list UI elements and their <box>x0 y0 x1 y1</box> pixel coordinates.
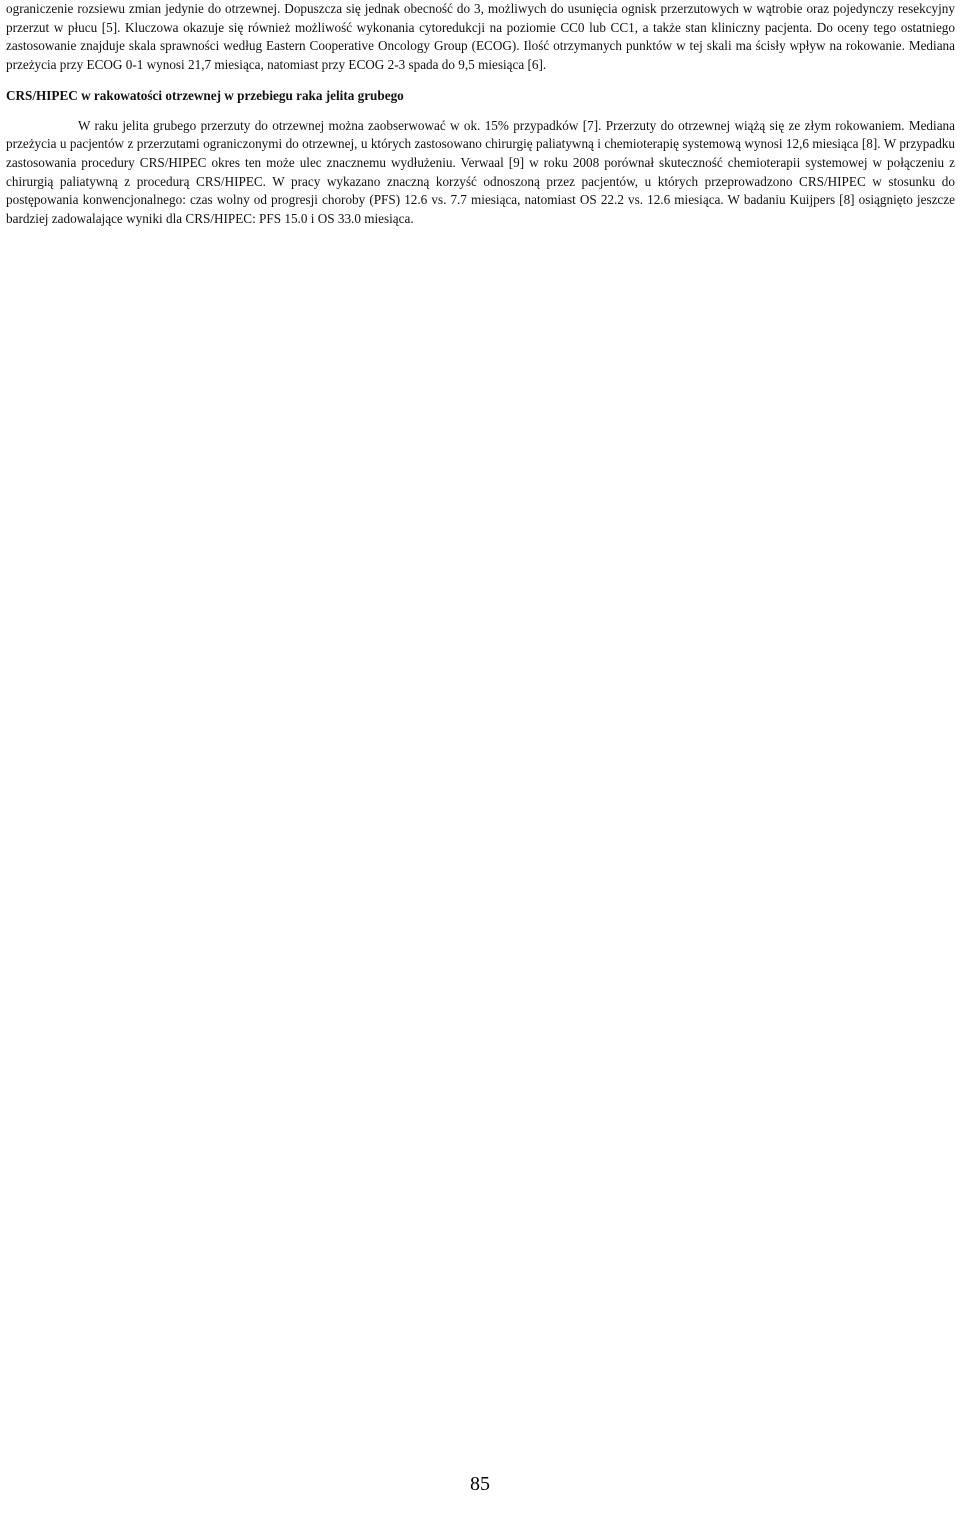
section-heading-colorectal: CRS/HIPEC w rakowatości otrzewnej w przebiegu raka jelita grubego <box>6 87 404 103</box>
colorectal-paragraph: W raku jelita grubego przerzuty do otrzewnej można zaobserwować w ok. 15% przypadków [7]. Przerzuty do otrzewnej wiążą się ze złym rokowaniem. Mediana przeżycia u pacjentów z przerzutami ograniczonymi do otrzewnej, u których zastosowano chirurgię paliatywną i chemioterapię systemową wynosi 12,6 miesiąca [8]. W przypadku zastosowania procedury CRS/HIPEC okres ten może ulec znacznemu wydłużeniu. Verwaal [9] w roku 2008 porównał skuteczność chemioterapii systemowej w połączeniu z chirurgią paliatywną z procedurą CRS/HIPEC. W pracy wykazano znaczną korzyść odnoszoną przez pacjentów, u których przeprowadzono CRS/HIPEC w stosunku do postępowania konwencjonalnego: czas wolny od progresji choroby (PFS) 12.6 vs. 7.7 miesiąca, natomiast OS 22.2 vs. 12.6 miesiąca. W badaniu Kuijpers [8] osiągnięto jeszcze bardziej zadowalające wyniki dla CRS/HIPEC: PFS 15.0 i OS 33.0 miesiąca. <box>6 117 955 227</box>
intro-paragraph: ograniczenie rozsiewu zmian jedynie do otrzewnej. Dopuszcza się jednak obecność do 3, możliwych do usunięcia ognisk przerzutowych w wątrobie oraz pojedynczy resekcyjny przerzut w płucu [5]. Kluczowa okazuje się również możliwość wykonania cytoredukcji na poziomie CC0 lub CC1, a także stan kliniczny pacjenta. Do oceny tego ostatniego zastosowanie znajduje skala sprawności według Eastern Cooperative Oncology Group (ECOG). Ilość otrzymanych punktów w tej skali ma ścisły wpływ na rokowanie. Mediana przeżycia przy ECOG 0-1 wynosi 21,7 miesiąca, natomiast przy ECOG 2-3 spada do 9,5 miesiąca [6]. <box>6 1 955 73</box>
page-number: 85 <box>470 1473 490 1495</box>
